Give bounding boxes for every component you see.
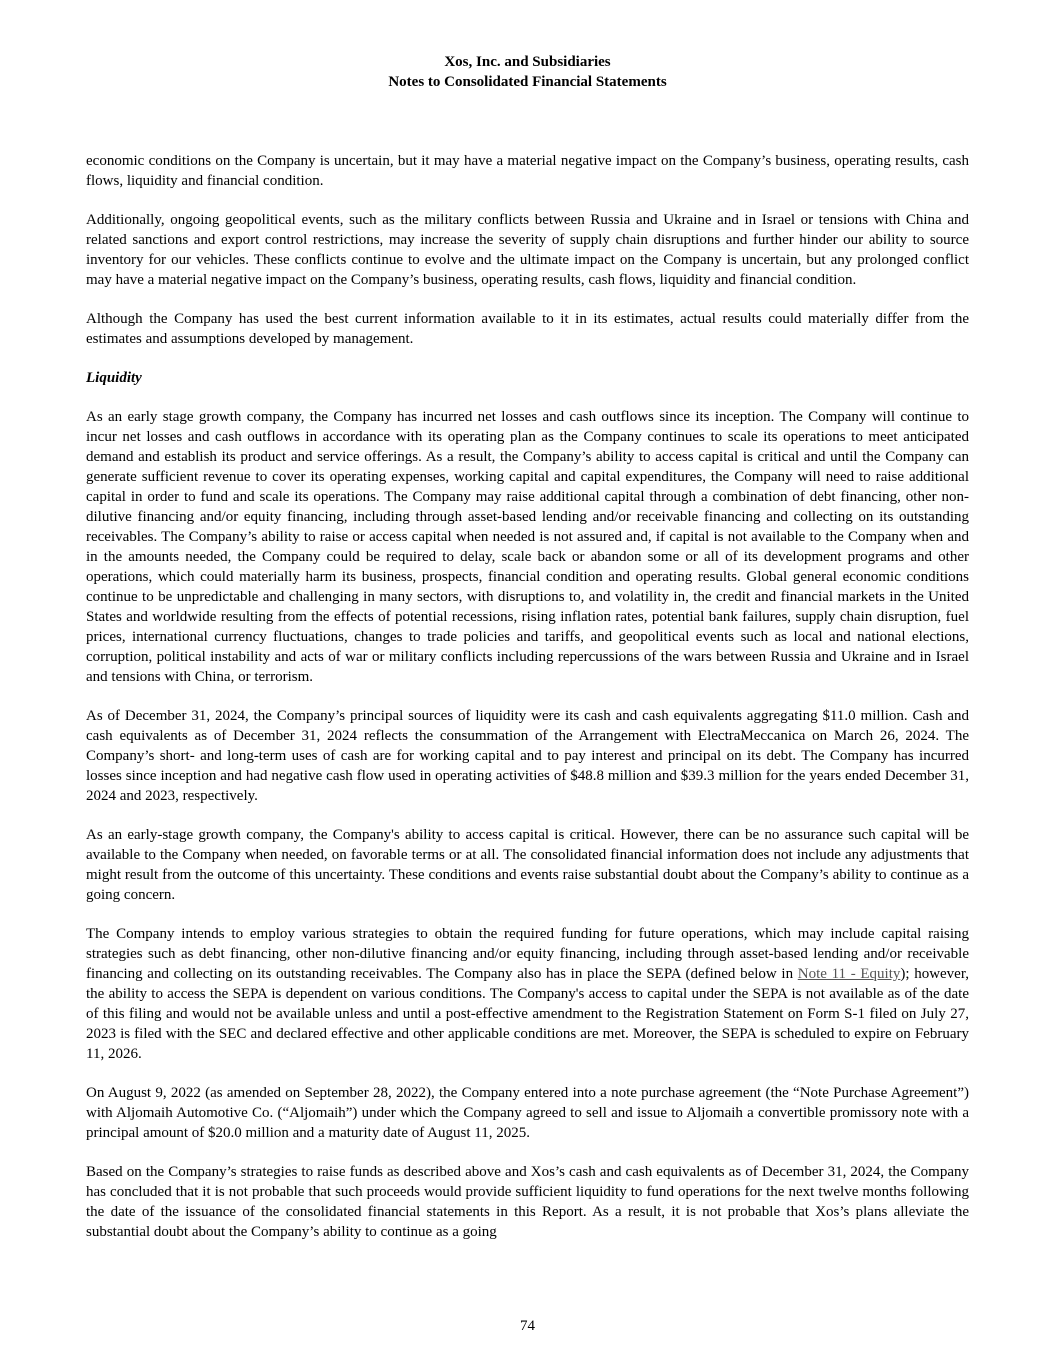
paragraph-early-stage-growth: As an early stage growth company, the Company has incurred net losses and cash outflows since its inception. The Company will continue to incur net losses and cash outflows in accordance with its operating plan as the Company continues to scale its operations to meet anticipated demand and establish its product and service offerings. As a result, the Company’s ability to access capital is critical and until the Company can generate sufficient revenue to cover its operating expenses, working capital and capital expenditures, the Company will need to raise additional capital in order to fund and scale its operations. The Company may raise additional capital through a combination of debt financing, other non-dilutive financing and/or equity financing, including through asset-based lending and/or receivable financing and collecting on its outstanding receivables. The Company’s ability to raise or access capital when needed is not assured and, if capital is not available to the Company when and in the amounts needed, the Company could be required to delay, scale back or abandon some or all of its development programs and other operations, which could materially harm its business, prospects, financial condition and operating results. Global general economic conditions continue to be unpredictable and challenging in many sectors, with disruptions to, and volatility in, the credit and financial markets in the United States and worldwide resulting from the effects of potential recessions, rising inflation rates, potential bank failures, supply chain disruption, fuel prices, international currency fluctuations, changes to trade policies and tariffs, and geopolitical events such as local and national elections, corruption, political instability and acts of war or military conflicts including repercussions of the wars between Russia and Ukraine and in Israel and tensions with China, or terrorism. xyxy=(86,409,969,685)
page-body xyxy=(86,151,969,1261)
paragraph-conclusion: Based on the Company’s strategies to raise funds as described above and Xos’s cash and cash equivalents as of December 31, 2024, the Company has concluded that it is not probable that such proceeds would provide sufficient liquidity to fund operations for the next twelve months following the date of the issuance of the consolidated financial statements in this Report. As a result, it is not probable that Xos’s plans alleviate the substantial doubt about the Company’s ability to continue as a going xyxy=(86,1164,969,1240)
statement-title: Notes to Consolidated Financial Statements xyxy=(388,74,667,90)
liquidity-heading: Liquidity xyxy=(86,370,142,386)
paragraph-sources-of-liquidity: As of December 31, 2024, the Company’s principal sources of liquidity were its cash and cash equivalents aggregating $11.0 million. Cash and cash equivalents as of December 31, 2024 reflects the consummation of the Arrangement with ElectraMeccanica on March 26, 2024. The Company’s short- and long-term uses of cash are for working capital and to pay interest and principal on its debt. The Company has incurred losses since inception and had negative cash flow used in operating activities of $48.8 million and $39.3 million for the years ended December 31, 2024 and 2023, respectively. xyxy=(86,708,969,804)
company-name: Xos, Inc. and Subsidiaries xyxy=(444,54,611,70)
page-header xyxy=(0,52,1055,92)
paragraph-economic-conditions: economic conditions on the Company is uncertain, but it may have a material negative impact on the Company’s business, operating results, cash flows, liquidity and financial condition. xyxy=(86,153,969,189)
paragraph-geopolitical-events: Additionally, ongoing geopolitical events, such as the military conflicts between Russia and Ukraine and in Israel or tensions with China and related sanctions and export control restrictions, may increase the severity of supply chain disruptions and further hinder our ability to source inventory for our vehicles. These conflicts continue to evolve and the ultimate impact on the Company is uncertain, but any prolonged conflict may have a material negative impact on the Company’s business, operating results, cash flows, liquidity and financial condition. xyxy=(86,212,969,288)
paragraph-going-concern: As an early-stage growth company, the Company's ability to access capital is critical. However, there can be no assurance such capital will be available to the Company when needed, on favorable terms or at all. The consolidated financial information does not include any adjustments that might result from the outcome of this uncertainty. These conditions and events raise substantial doubt about the Company’s ability to continue as a going concern. xyxy=(86,827,969,903)
note-11-equity-link[interactable]: Note 11 - Equity xyxy=(797,966,901,982)
paragraph-note-purchase-agreement: On August 9, 2022 (as amended on September 28, 2022), the Company entered into a note purchase agreement (the “Note Purchase Agreement”) with Aljomaih Automotive Co. (“Aljomaih”) under which the Company agreed to sell and issue to Aljomaih a convertible promissory note with a principal amount of $20.0 million and a maturity date of August 11, 2025. xyxy=(86,1085,969,1141)
paragraph-funding-strategies xyxy=(86,924,969,1064)
paragraph-estimates: Although the Company has used the best current information available to it in its estimates, actual results could materially differ from the estimates and assumptions developed by management. xyxy=(86,311,969,347)
page-number: 74 xyxy=(520,1318,535,1334)
funding-text-start: The Company intends to employ various strategies to obtain the required funding for future operations, which may include capital raising strategies such as debt financing, other non-dilutive financing and/or equity financing, including through asset-based lending and/or receivable financing and collecting on its outstanding receivables. The Company also has in place the SEPA (defined below in xyxy=(86,926,969,982)
funding-text-end: ); however, the ability to access the SEPA is dependent on various conditions. The Company's access to capital under the SEPA is not available as of the date of this filing and would not be available unless and until a post-effective amendment to the Registration Statement on Form S-1 filed on July 27, 2023 is filed with the SEC and declared effective and other applicable conditions are met. Moreover, the SEPA is scheduled to expire on February 11, 2026. xyxy=(86,966,969,1062)
